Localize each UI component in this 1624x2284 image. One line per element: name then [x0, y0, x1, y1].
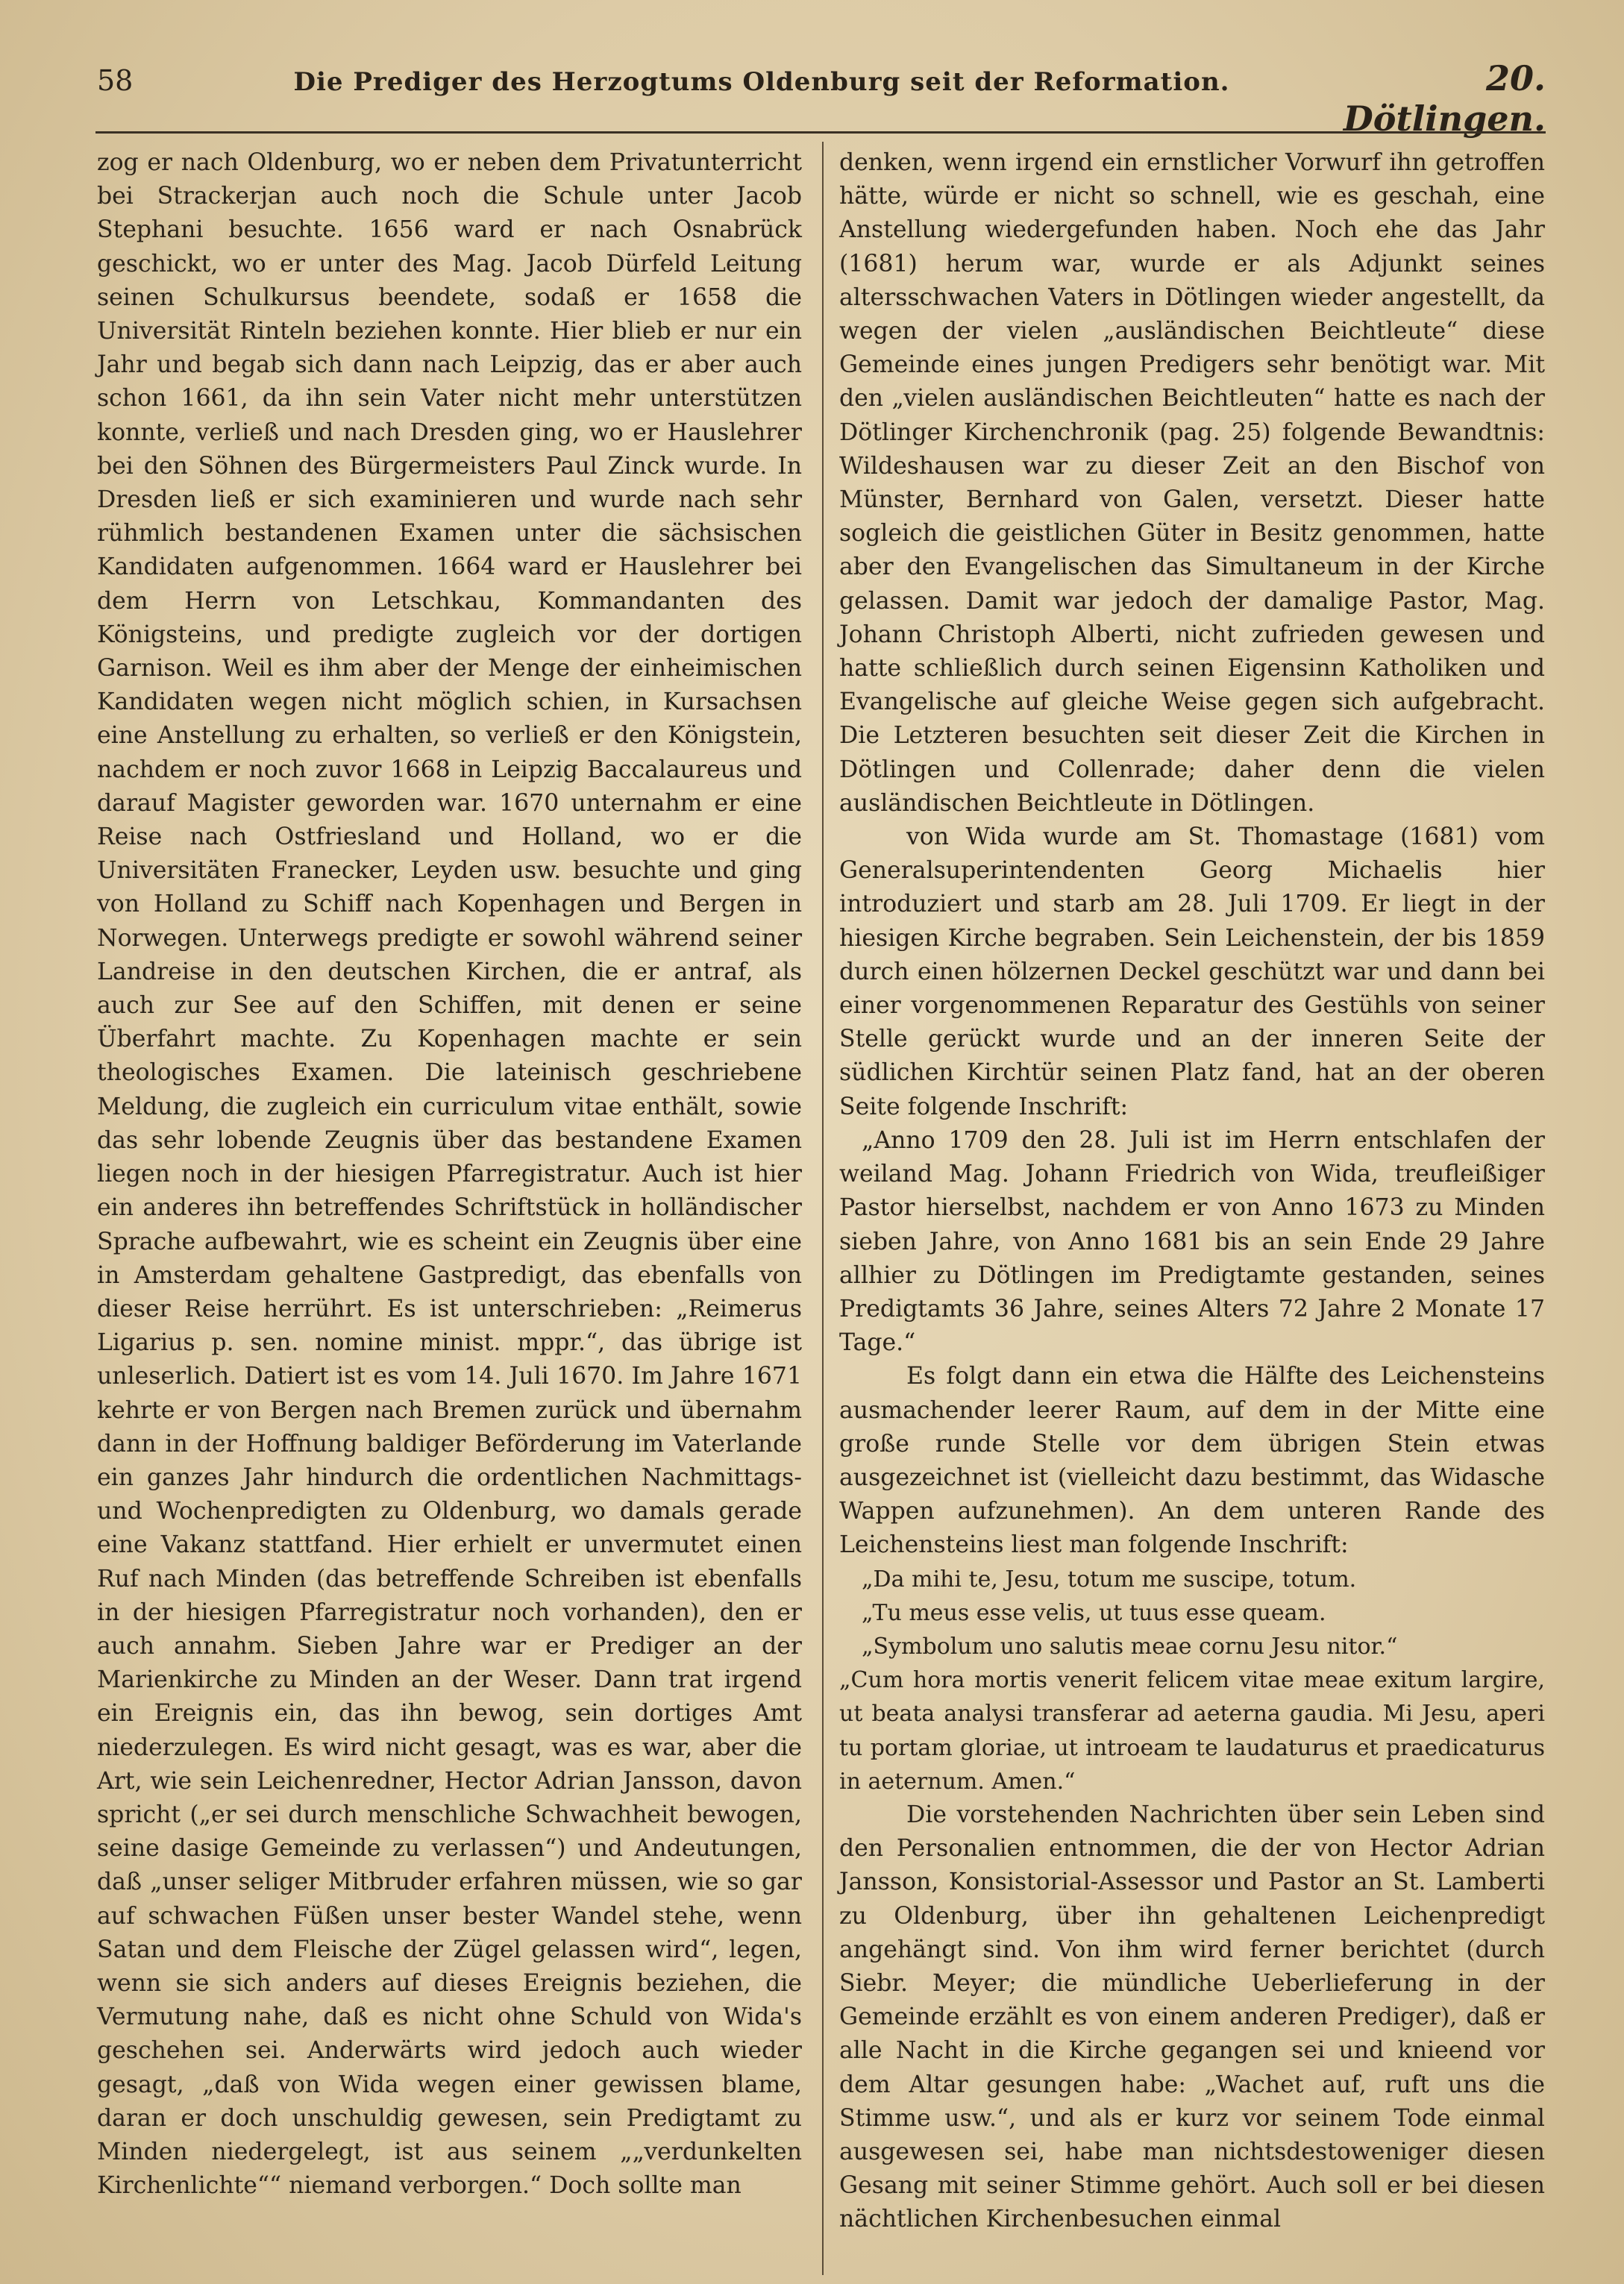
right-paragraph-4: Die vorstehenden Nachrichten über sein Leben sind den Personalien entnommen, die der von Hector Adrian Jansson, Konsistorial-Assessor und Pastor an St. Lamberti zu Oldenburg, über ihn gehaltenen Leichenpredigt angehängt sind. Von ihm wird ferner berichtet (durch Siebr. Meyer; die mündliche Ueberlieferung in der Gemeinde erzählt es von einem anderen Prediger), daß er alle Nacht in die Kirche gegangen sei und knieend vor dem Altar gesungen habe: „Wachet auf, ruft uns die Stimme usw.“, und als er kurz vor seinem Tode einmal ausgewesen sei, habe man nichtsdestoweniger diesen Gesang mit seiner Stimme gehört. Auch soll er bei diesen nächtlichen Kirchenbesuchen einmal — [839, 1801, 1545, 2233]
column-divider — [822, 142, 824, 2275]
section-title: 20. Dötlingen. — [1343, 58, 1546, 139]
right-column — [839, 146, 1545, 2237]
page-number: 58 — [97, 64, 134, 97]
latin-line-2: „Tu meus esse velis, ut tuus esse queam. — [862, 1599, 1326, 1626]
latin-line-3: „Symbolum uno salutis meae cornu Jesu nitor.“ — [862, 1633, 1398, 1660]
left-column — [97, 146, 802, 2203]
header-rule — [95, 131, 1546, 134]
latin-line-1: „Da mihi te, Jesu, totum me suscipe, totum. — [862, 1566, 1357, 1593]
latin-paragraph: „Cum hora mortis venerit felicem vitae meae exitum largire, ut beata analysi transferar ad aeterna gaudia. Mi Jesu, aperi tu portam gloriae, ut introeam te laudaturus et praedicaturus in aeternum. Amen.“ — [839, 1667, 1545, 1795]
page-header — [97, 58, 1546, 139]
running-title: Die Prediger des Herzogtums Oldenburg seit der Reformation. — [293, 67, 1230, 97]
right-paragraph-1: denken, wenn irgend ein ernstlicher Vorwurf ihn getroffen hätte, würde er nicht so schnell, wie es geschah, eine Anstellung wiedergefunden haben. Noch ehe das Jahr (1681) herum war, wurde er als Adjunkt seines altersschwachen Vaters in Dötlingen wieder angestellt, da wegen der vielen „ausländischen Beichtleute“ diese Gemeinde eines jungen Predigers sehr benötigt war. Mit den „vielen ausländischen Beichtleuten“ hatte es nach der Dötlinger Kirchenchronik (pag. 25) folgende Bewandtnis: Wildeshausen war zu dieser Zeit an den Bischof von Münster, Bernhard von Galen, versetzt. Dieser hatte sogleich die geistlichen Güter in Besitz genommen, hatte aber den Evangelischen das Simultaneum in der Kirche gelassen. Damit war jedoch der damalige Pastor, Mag. Johann Christoph Alberti, nicht zufrieden gewesen und hatte schließlich durch seinen Eigensinn Katholiken und Evangelische auf gleiche Weise gegen sich aufgebracht. Die Letzteren besuchten seit dieser Zeit die Kirchen in Dötlingen und Collenrade; daher denn die vielen ausländischen Beichtleute in Dötlingen. — [839, 149, 1545, 817]
left-paragraph: zog er nach Oldenburg, wo er neben dem Privatunterricht bei Strackerjan auch noch die Schule unter Jacob Stephani besuchte. 1656 ward er nach Osnabrück geschickt, wo er unter des Mag. Jacob Dürfeld Leitung seinen Schulkursus beendete, sodaß er 1658 die Universität Rinteln beziehen konnte. Hier blieb er nur ein Jahr und begab sich dann nach Leipzig, das er aber auch schon 1661, da ihn sein Vater nicht mehr unterstützen konnte, verließ und nach Dresden ging, wo er Hauslehrer bei den Söhnen des Bürgermeisters Paul Zinck wurde. In Dresden ließ er sich examinieren und wurde nach sehr rühmlich bestandenen Examen unter die sächsischen Kandidaten aufgenommen. 1664 ward er Hauslehrer bei dem Herrn von Letschkau, Kommandanten des Königsteins, und predigte zugleich vor der dortigen Garnison. Weil es ihm aber der Menge der einheimischen Kandidaten wegen nicht möglich schien, in Kursachsen eine Anstellung zu erhalten, so verließ er den Königstein, nachdem er noch zuvor 1668 in Leipzig Baccalaureus und darauf Magister geworden war. 1670 unternahm er eine Reise nach Ostfriesland und Holland, wo er die Universitäten Franecker, Leyden usw. besuchte und ging von Holland zu Schiff nach Kopenhagen und Bergen in Norwegen. Unterwegs predigte er sowohl während seiner Landreise in den deutschen Kirchen, die er antraf, als auch zur See auf den Schiffen, mit denen er seine Überfahrt machte. Zu Kopenhagen machte er sein theologisches Examen. Die lateinisch geschriebene Meldung, die zugleich ein curriculum vitae enthält, sowie das sehr lobende Zeugnis über das bestandene Examen liegen noch in der hiesigen Pfarregistratur. Auch ist hier ein anderes ihn betreffendes Schriftstück in holländischer Sprache aufbewahrt, wie es scheint ein Zeugnis über eine in Amsterdam gehaltene Gastpredigt, das ebenfalls von dieser Reise herrührt. Es ist unterschrieben: „Reimerus Ligarius p. sen. nomine minist. mppr.“, das übrige ist unleserlich. Datiert ist es vom 14. Juli 1670. Im Jahre 1671 kehrte er von Bergen nach Bremen zurück und übernahm dann in der Hoffnung baldiger Beförderung im Vaterlande ein ganzes Jahr hindurch die ordentlichen Nachmittags- und Wochenpredigten zu Oldenburg, wo damals gerade eine Vakanz stattfand. Hier erhielt er unvermutet einen Ruf nach Minden (das betreffende Schreiben ist ebenfalls in der hiesigen Pfarregistratur noch vorhanden), den er auch annahm. Sieben Jahre war er Prediger an der Marienkirche zu Minden an der Weser. Dann trat irgend ein Ereignis ein, das ihn bewog, sein dortiges Amt niederzulegen. Es wird nicht gesagt, was es war, aber die Art, wie sein Leichenredner, Hector Adrian Jansson, davon spricht („er sei durch menschliche Schwachheit bewogen, seine dasige Gemeinde zu verlassen“) und Andeutungen, daß „unser seliger Mitbruder erfahren müssen, wie so gar auf schwachen Füßen unser bester Wandel stehe, wenn Satan und dem Fleische der Zügel gelassen wird“, legen, wenn sie sich anders auf dieses Ereignis beziehen, die Vermutung nahe, daß es nicht ohne Schuld von Wida's geschehen sei. Anderwärts wird jedoch auch wieder gesagt, „daß von Wida wegen einer gewissen blame, daran er doch unschuldig gewesen, sein Predigtamt zu Minden niedergelegt, ist aus seinem „„verdunkelten Kirchenlichte““ niemand verborgen.“ Doch sollte man — [97, 149, 802, 2200]
inscription-quote: „Anno 1709 den 28. Juli ist im Herrn entschlafen der weiland Mag. Johann Friedrich von Wida, treufleißiger Pastor hierselbst, nachdem er von Anno 1673 zu Minden sieben Jahre, von Anno 1681 bis an sein Ende 29 Jahre allhier zu Dötlingen im Predigtamte gestanden, seines Predigtamts 36 Jahre, seines Alters 72 Jahre 2 Monate 17 Tage.“ — [839, 1126, 1545, 1357]
right-paragraph-2: von Wida wurde am St. Thomastage (1681) vom Generalsuperintendenten Georg Michaelis hier introduziert und starb am 28. Juli 1709. Er liegt in der hiesigen Kirche begraben. Sein Leichenstein, der bis 1859 durch einen hölzernen Deckel geschützt war und dann bei einer vorgenommenen Reparatur des Gestühls von seiner Stelle gerückt wurde und an der inneren Seite der südlichen Kirchtür seinen Platz fand, hat an der oberen Seite folgende Inschrift: — [839, 823, 1545, 1120]
right-paragraph-3: Es folgt dann ein etwa die Hälfte des Leichensteins ausmachender leerer Raum, auf dem in der Mitte eine große runde Stelle vor dem übrigen Stein etwas ausgezeichnet ist (vielleicht dazu bestimmt, das Widasche Wappen aufzunehmen). An dem unteren Rande des Leichensteins liest man folgende Inschrift: — [839, 1363, 1545, 1559]
